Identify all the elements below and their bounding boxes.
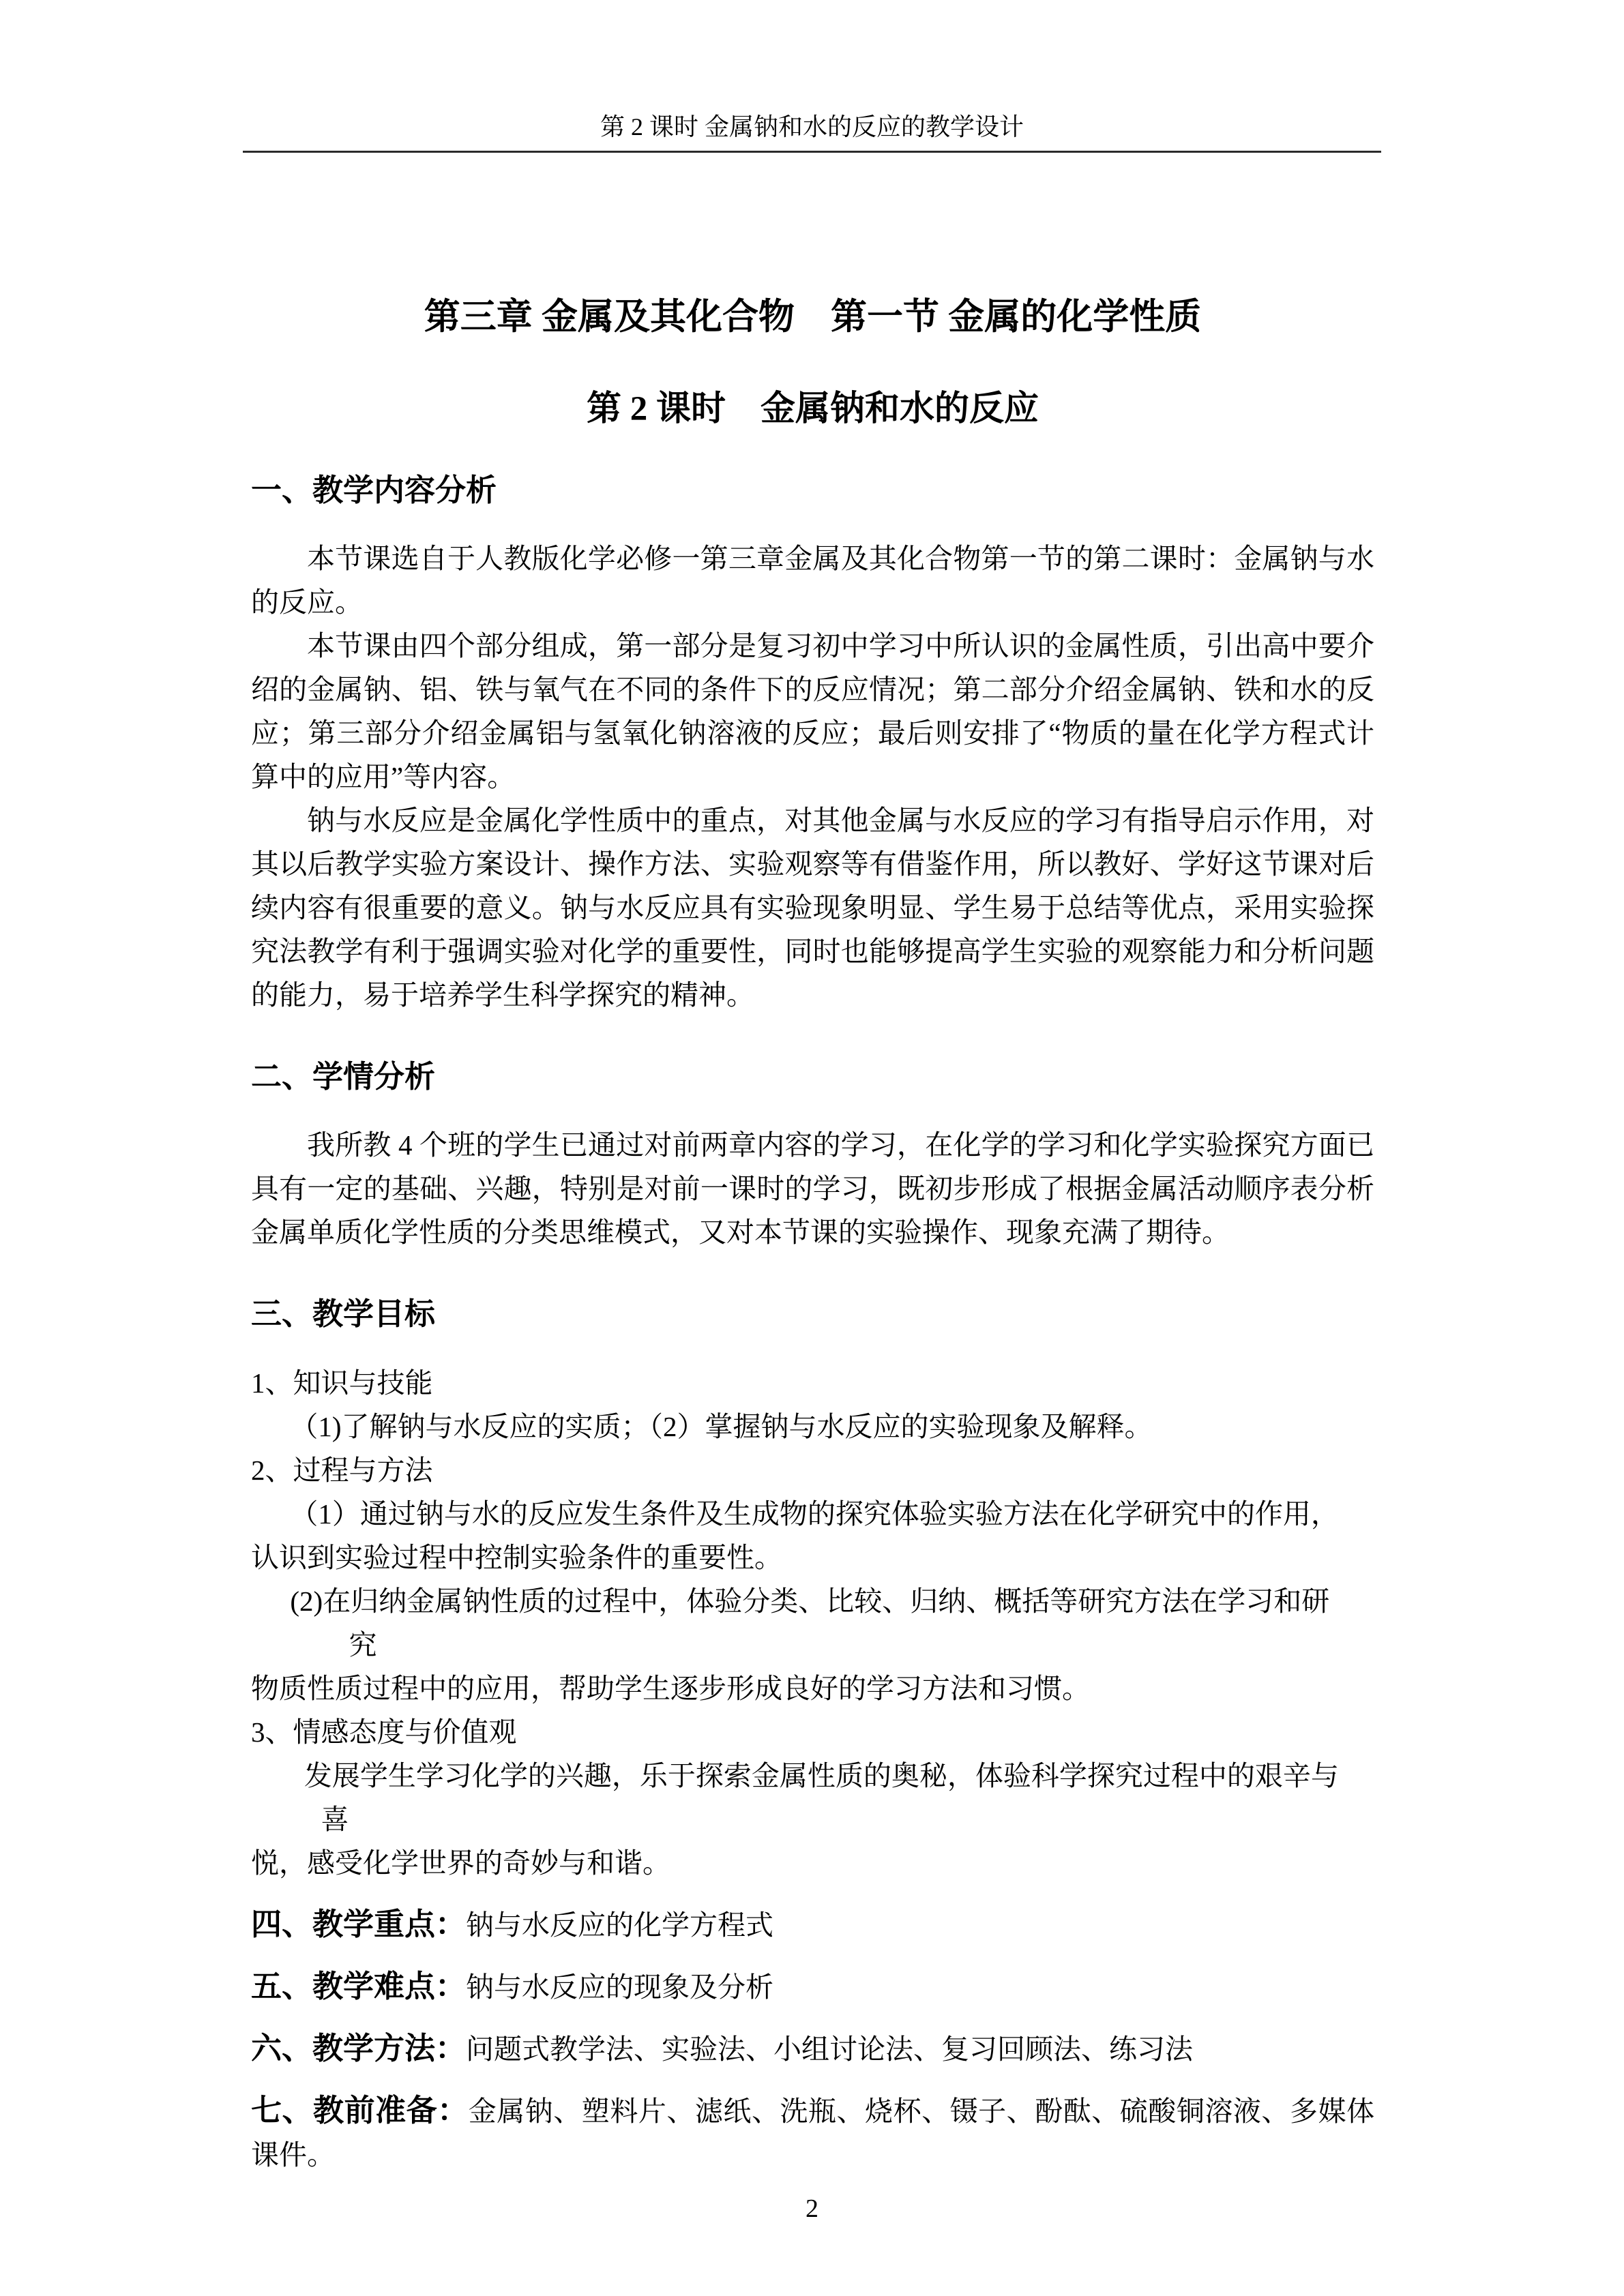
section-5-line	[251, 1965, 1374, 2009]
document-content	[251, 296, 1374, 2177]
section-6-text: 问题式教学法、实验法、小组讨论法、复习回顾法、练习法	[466, 2033, 1194, 2065]
objective-item-2-detail-2b: 究	[349, 1628, 377, 1660]
objective-item-1-detail: （1)了解钠与水反应的实质；（2）掌握钠与水反应的实验现象及解释。	[290, 1410, 1153, 1442]
objective-item-3: 3、情感态度与价值观	[251, 1716, 517, 1748]
section-4-label: 四、教学重点：	[251, 1907, 467, 1941]
section-6-label: 六、教学方法：	[251, 2031, 467, 2066]
objective-item-1: 1、知识与技能	[251, 1367, 433, 1399]
section-1-paragraph-3: 钠与水反应是金属化学性质中的重点，对其他金属与水反应的学习有指导启示作用，对其以后教学实验方案设计、操作方法、实验观察等有借鉴作用，所以教好、学好这节课对后续内容有很重要的意义。钠与水反应具有实验现象明显、学生易于总结等优点，采用实验探究法教学有利于强调实验对化学的重要性，同时也能够提高学生实验的观察能力和分析问题的能力，易于培养学生科学探究的精神。	[251, 805, 1374, 1011]
section-1-paragraph-1: 本节课选自于人教版化学必修一第三章金属及其化合物第一节的第二课时：金属钠与水的反应。	[251, 543, 1374, 618]
running-header	[243, 0, 1381, 153]
section-7-line	[251, 2089, 1374, 2177]
document-title: 第三章 金属及其化合物 第一节 金属的化学性质	[424, 297, 1202, 337]
running-header-text: 第 2 课时 金属钠和水的反应的教学设计	[600, 113, 1024, 140]
section-5-text: 钠与水反应的现象及分析	[466, 1971, 774, 2003]
objective-item-2-detail-1a: （1）通过钠与水的反应发生条件及生成物的探究体验实验方法在化学研究中的作用，	[290, 1497, 1339, 1530]
section-4-line	[251, 1903, 1374, 1947]
section-2-paragraph-1: 我所教 4 个班的学生已通过对前两章内容的学习，在化学的学习和化学实验探究方面已具有一定的基础、兴趣，特别是对前一课时的学习，既初步形成了根据金属活动顺序表分析金属单质化学性质的分类思维模式，又对本节课的实验操作、现象充满了期待。	[251, 1129, 1374, 1249]
section-5-label: 五、教学难点：	[251, 1969, 467, 2003]
document-subtitle: 第 2 课时 金属钠和水的反应	[586, 389, 1039, 428]
objective-item-2-detail-1b: 认识到实验过程中控制实验条件的重要性。	[251, 1541, 782, 1573]
objective-item-3-detail-a: 发展学生学习化学的兴趣，乐于探索金属性质的奥秘，体验科学探究过程中的艰辛与	[304, 1759, 1339, 1791]
objective-item-2-detail-2a: (2)在归纳金属钠性质的过程中，体验分类、比较、归纳、概括等研究方法在学习和研	[290, 1585, 1330, 1617]
section-7-label: 七、教前准备：	[251, 2093, 469, 2128]
section-7-text: 金属钠、塑料片、滤纸、洗瓶、烧杯、镊子、酚酞、硫酸铜溶液、多媒体课件。	[251, 2095, 1374, 2171]
objective-item-3-detail-b: 喜	[321, 1803, 349, 1835]
section-3-heading: 三、教学目标	[251, 1297, 436, 1332]
page-number: 2	[806, 2194, 818, 2223]
section-6-line	[251, 2027, 1374, 2071]
page-footer	[0, 2194, 1624, 2224]
section-2-heading: 二、学情分析	[251, 1060, 436, 1094]
objective-item-2-detail-2c: 物质性质过程中的应用，帮助学生逐步形成良好的学习方法和习惯。	[251, 1672, 1090, 1704]
section-1-heading: 一、教学内容分析	[251, 473, 497, 507]
section-1-paragraph-2: 本节课由四个部分组成，第一部分是复习初中学习中所认识的金属性质，引出高中要介绍的金属钠、铝、铁与氧气在不同的条件下的反应情况；第二部分介绍金属钠、铁和水的反应；第三部分介绍金属铝与氢氧化钠溶液的反应；最后则安排了“物质的量在化学方程式计算中的应用”等内容。	[251, 630, 1374, 793]
section-4-text: 钠与水反应的化学方程式	[466, 1909, 774, 1941]
objective-item-2: 2、过程与方法	[251, 1454, 433, 1486]
objective-item-3-detail-c: 悦，感受化学世界的奇妙与和谐。	[251, 1847, 670, 1879]
